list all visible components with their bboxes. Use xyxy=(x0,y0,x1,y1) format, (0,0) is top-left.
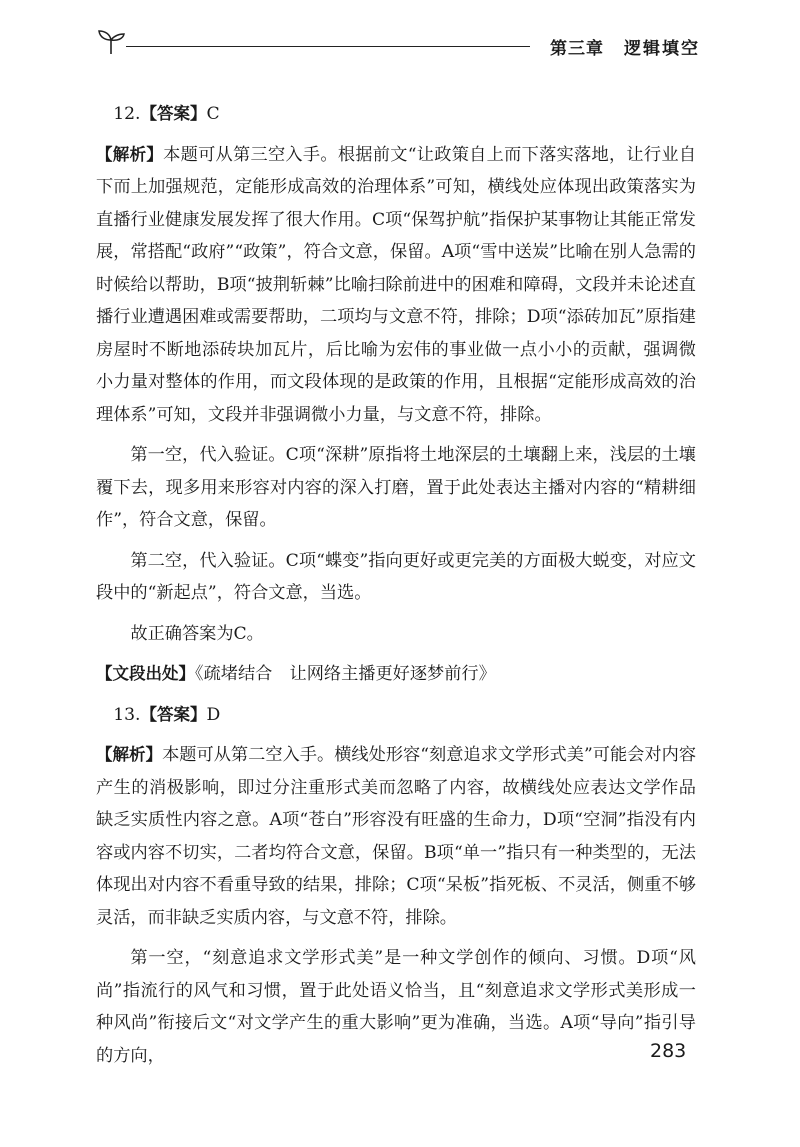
q12-source xyxy=(96,658,696,691)
q13-analysis xyxy=(96,739,696,934)
q12-conclusion: 故正确答案为C。 xyxy=(130,623,264,644)
q13-answer-line xyxy=(96,699,696,732)
q12-analysis xyxy=(96,139,696,432)
page-body xyxy=(96,98,696,1072)
q13-blank1: 第一空，“刻意追求文学形式美”是一种文学创作的倾向、习惯。D项“风尚”指流行的风气和习惯，置于此处语义恰当，且“刻意追求文学形式美形成一种风尚”衔接后文“对文学产生的重大影响”更为准确，当选。A项“导向”指引导的方向， xyxy=(96,948,696,1066)
q12-analysis-text: 本题可从第三空入手。根据前文“让政策自上而下落实落地，让行业自下而上加强规范，定能形成高效的治理体系”可知，横线处应体现出政策落实为直播行业健康发展发挥了很大作用。C项“保驾护航”指保护某事物让其能正常发展，常搭配“政府”“政策”，符合文意，保留。A项“雪中送炭”比喻在别人急需的时候给以帮助，B项“披荆斩棘”比喻扫除前进中的困难和障碍，文段并未论述直播行业遭遇困难或需要帮助，二项均与文意不符，排除；D项“添砖加瓦”原指建房屋时不断地添砖块加瓦片，后比喻为宏伟的事业做一点小小的贡献，强调微小力量对整体的作用，而文段体现的是政策的作用，且根据“定能形成高效的治理体系”可知，文段并非强调微小力量，与文意不符，排除。 xyxy=(96,144,697,425)
q12-answer: C xyxy=(206,104,220,124)
page-header xyxy=(96,24,700,60)
q12-source-text: 《疏堵结合 让网络主播更好逐梦前行》 xyxy=(195,664,496,684)
chapter-label: 第三章 xyxy=(550,39,604,59)
q13-analysis-text: 本题可从第二空入手。横线处形容“刻意追求文学形式美”可能会对内容产生的消极影响，即过分注重形式美而忽略了内容，故横线处应表达文学作品缺乏实质性内容之意。A项“苍白”形容没有旺盛的生命力，D项“空洞”指没有内容或内容不切实，二者均符合文意，保留。B项“单一”指只有一种类型的，无法体现出对内容不看重导致的结果，排除；C项“呆板”指死板、不灵活，侧重不够灵活，而非缺乏实质内容，与文意不符，排除。 xyxy=(96,745,697,928)
q13-answer-tag: 【答案】 xyxy=(140,704,207,724)
q12-analysis-tag: 【解析】 xyxy=(96,144,164,164)
page-number: 283 xyxy=(650,1040,687,1062)
header-rule xyxy=(126,46,530,47)
q13-analysis-tag: 【解析】 xyxy=(96,745,163,764)
q13-answer: D xyxy=(206,704,221,725)
q12-blank1: 第一空，代入验证。C项“深耕”原指将土地深层的土壤翻上来，浅层的土壤覆下去，现多用来形容对内容的深入打磨，置于此处表达主播对内容的“精耕细作”，符合文意，保留。 xyxy=(96,445,696,530)
q12-blank2: 第二空，代入验证。C项“蝶变”指向更好或更完美的方面极大蜕变，对应文段中的“新起点”，符合文意，当选。 xyxy=(96,550,696,603)
q12-number: 12. xyxy=(113,104,141,124)
q12-answer-line xyxy=(96,98,696,131)
q13-number: 13. xyxy=(113,704,141,725)
q12-answer-tag: 【答案】 xyxy=(140,104,207,123)
chapter-title: 逻辑填空 xyxy=(624,39,700,59)
sprout-icon xyxy=(96,26,126,56)
q12-source-tag: 【文段出处】 xyxy=(96,664,195,683)
